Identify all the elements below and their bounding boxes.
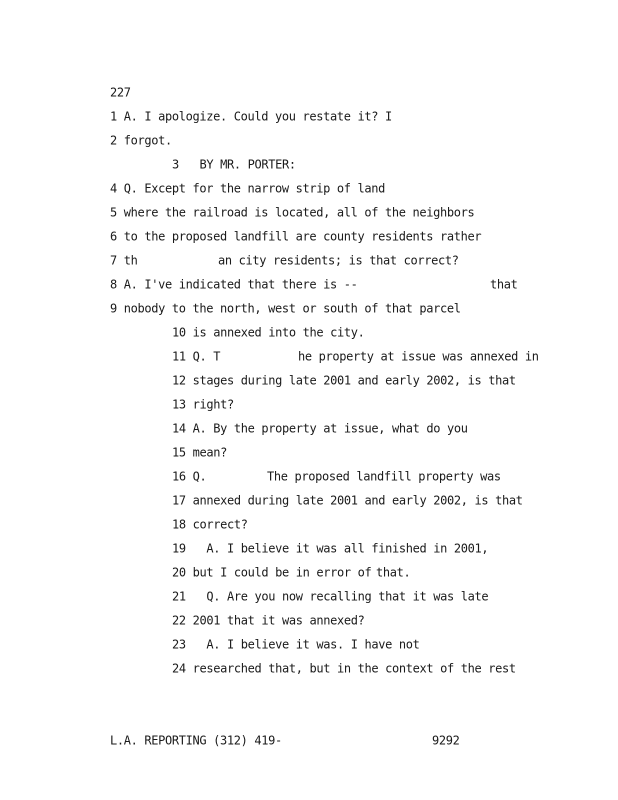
line-8-start: 8 A. I've indicated that there is -- (110, 277, 358, 292)
line-22: 22 2001 that it was annexed? (172, 613, 365, 628)
footer-phone-end: 9292 (432, 733, 460, 748)
page-number: 227 (110, 85, 131, 100)
line-23: 23 A. I believe it was. I have not (172, 637, 420, 652)
line-7-end: an city residents; is that correct? (218, 253, 459, 268)
line-6: 6 to the proposed landfill are county residents rather (110, 229, 482, 244)
line-15: 15 mean? (172, 445, 227, 460)
line-12: 12 stages during late 2001 and early 2002, is that (172, 373, 516, 388)
line-18: 18 correct? (172, 517, 248, 532)
line-24: 24 researched that, but in the context of the rest (172, 661, 516, 676)
line-1: 1 A. I apologize. Could you restate it? I (110, 109, 392, 124)
line-9: 9 nobody to the north, west or south of that parcel (110, 301, 461, 316)
line-17: 17 annexed during late 2001 and early 2002, is that (172, 493, 523, 508)
line-20-end: that. (376, 565, 411, 580)
line-16-end: The proposed landfill property was (267, 469, 501, 484)
line-5: 5 where the railroad is located, all of the neighbors (110, 205, 475, 220)
line-11-end: he property at issue was annexed in (298, 349, 539, 364)
line-20-start: 20 but I could be in error of (172, 565, 372, 580)
line-16-start: 16 Q. (172, 469, 207, 484)
line-3: 3 BY MR. PORTER: (172, 157, 296, 172)
line-11-start: 11 Q. T (172, 349, 221, 364)
line-14: 14 A. By the property at issue, what do you (172, 421, 468, 436)
line-4: 4 Q. Except for the narrow strip of land (110, 181, 385, 196)
line-10: 10 is annexed into the city. (172, 325, 365, 340)
line-2: 2 forgot. (110, 133, 172, 148)
footer-reporter: L.A. REPORTING (312) 419- (110, 733, 282, 748)
line-7-start: 7 th (110, 253, 138, 268)
line-8-end: that (490, 277, 518, 292)
line-21: 21 Q. Are you now recalling that it was late (172, 589, 489, 604)
line-13: 13 right? (172, 397, 234, 412)
line-19: 19 A. I believe it was all finished in 2001, (172, 541, 489, 556)
